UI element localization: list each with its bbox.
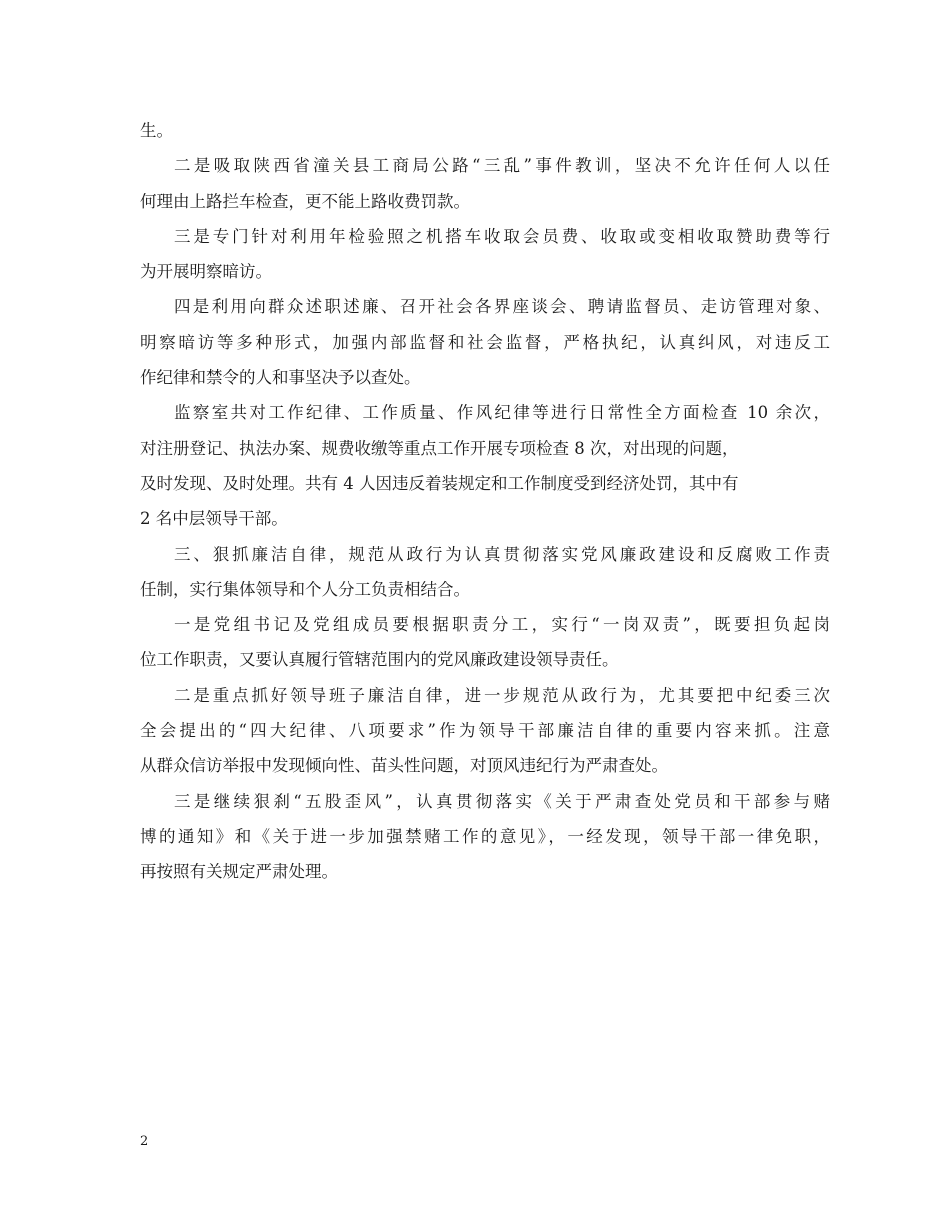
- text-line: 作纪律和禁令的人和事坚决予以查处。: [140, 368, 421, 388]
- text-line: 任制，实行集体领导和个人分工负责相结合。: [140, 579, 470, 599]
- text-line: 四是利用向群众述职述廉、召开社会各界座谈会、聘请监督员、走访管理对象、: [174, 297, 830, 317]
- text-line: 二是重点抓好领导班子廉洁自律，进一步规范从政行为，尤其要把中纪委三次: [174, 685, 830, 705]
- text-line: 再按照有关规定严肃处理。: [140, 862, 338, 882]
- text-line: 博的通知》和《关于进一步加强禁赌工作的意见》，一经发现，领导干部一律免职，: [140, 826, 830, 846]
- text-line: 二是吸取陕西省潼关县工商局公路“三乱”事件教训，坚决不允许任何人以任: [174, 156, 830, 176]
- text-line: 从群众信访举报中发现倾向性、苗头性问题，对顶风违纪行为严肃查处。: [140, 756, 668, 776]
- text-line: 监察室共对工作纪律、工作质量、作风纪律等进行日常性全方面检查 10 余次，: [174, 403, 830, 423]
- text-line: 生。: [140, 121, 173, 140]
- text-line: 何理由上路拦车检查，更不能上路收费罚款。: [140, 191, 470, 211]
- text-line: 三是专门针对利用年检验照之机搭车收取会员费、收取或变相收取赞助费等行: [174, 226, 830, 246]
- document-body: [140, 113, 830, 890]
- text-line: 位工作职责，又要认真履行管辖范围内的党风廉政建设领导责任。: [140, 650, 619, 670]
- text-line: 全会提出的“四大纪律、八项要求”作为领导干部廉洁自律的重要内容来抓。注意: [140, 721, 830, 741]
- text-line: 三是继续狠刹“五股歪风”，认真贯彻落实《关于严肃查处党员和干部参与赌: [174, 791, 830, 811]
- text-line: 2 名中层领导干部。: [140, 509, 288, 529]
- text-line: 及时发现、及时处理。共有 4 人因违反着装规定和工作制度受到经济处罚，其中有: [140, 473, 739, 493]
- text-line: 三、狠抓廉洁自律，规范从政行为认真贯彻落实党风廉政建设和反腐败工作责: [174, 544, 830, 564]
- page-number: 2: [140, 1134, 149, 1149]
- text-line: 明察暗访等多种形式，加强内部监督和社会监督，严格执纪，认真纠风，对违反工: [140, 332, 830, 352]
- text-line: 对注册登记、执法办案、规费收缴等重点工作开展专项检查 8 次，对出现的问题，: [140, 438, 739, 458]
- text-line: 一是党组书记及党组成员要根据职责分工，实行“一岗双责”，既要担负起岗: [174, 615, 830, 635]
- text-line: 为开展明察暗访。: [140, 262, 272, 282]
